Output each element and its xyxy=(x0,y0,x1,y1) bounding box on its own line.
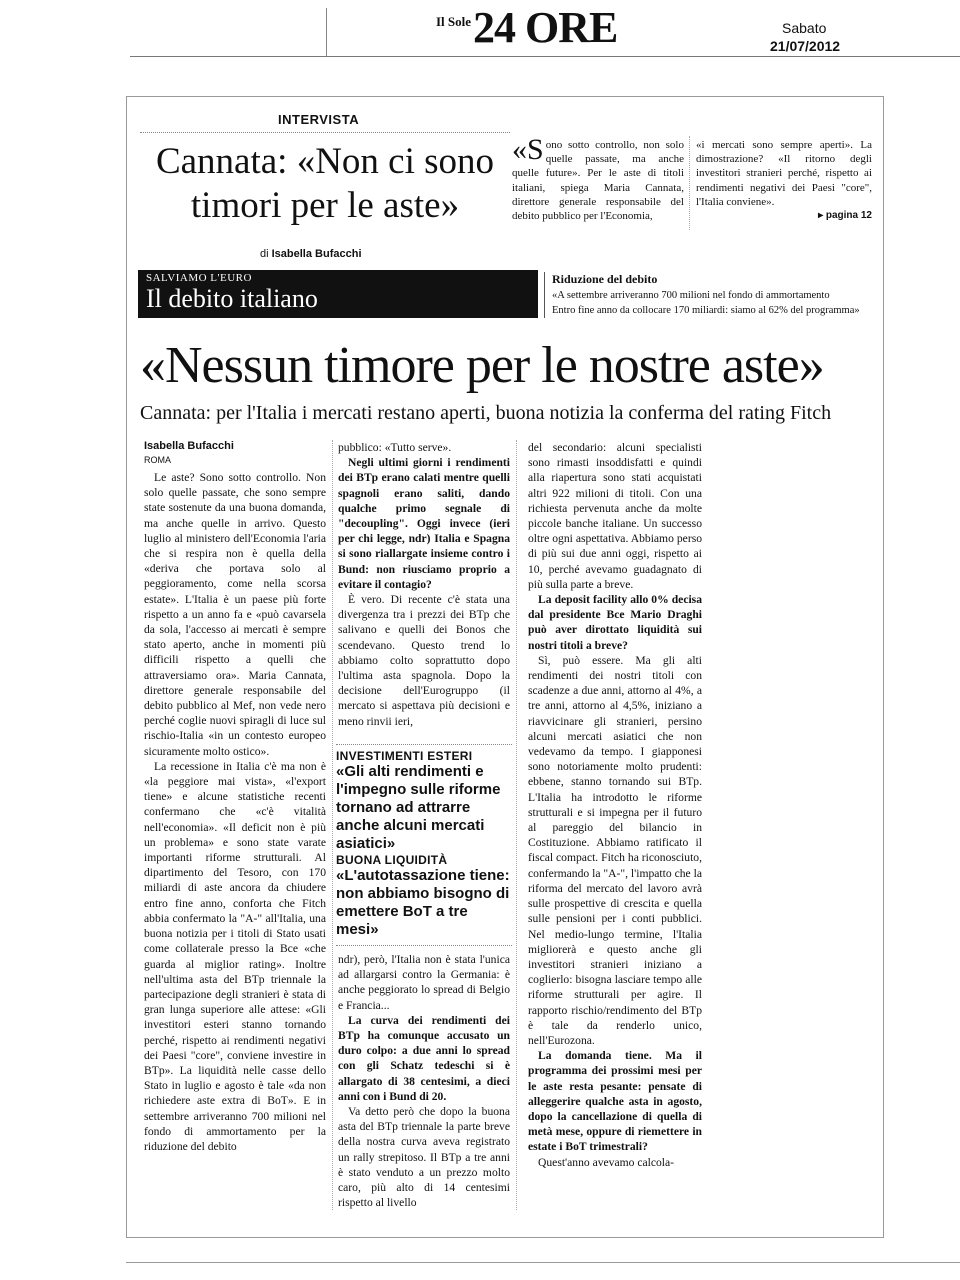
col2-answer-2: Va detto però che dopo la buona asta del BTp triennale la parte breve della nostra curva aveva registrato un rally strepitoso. Il BTp a tre anni è stato venduto a un prezzo molto caro, più alto di 14 centesimi rispetto al livello xyxy=(338,1105,510,1210)
col-sep-2 xyxy=(516,440,517,1210)
col2-question-2: La curva dei rendimenti dei BTp ha comunque accusato un duro colpo: a due anni lo spread con gli Schatz tedeschi si è allargato di 38 centesimi, a dieci anni con i Bund di 20. xyxy=(338,1013,510,1103)
teaser-byline-prefix: di xyxy=(260,248,269,260)
col1-paragraph-1: Le aste? Sono sotto controllo. Non solo quelle passate, che sono sempre state sostenute da una buona domanda, ma anche quelle in arrivo. Questo luglio al ministero dell'Economia l'aria che si respira non è quella della «deriva che portava solo al peggioramento, come nella scorsa estate». L'Italia è un paese più forte rispetto a un anno fa e «può cavarsela da sola, l'accesso ai mercati è sempre stato aperto, anche in momenti più difficili rispetto a quelli che attraversiamo ora». Maria Cannata, direttore generale responsabile del debito pubblico al Mef, non vede nero perché coglie nuovi spiragli di luce sul rischio-Italia «in un contesto europeo sicuramente molto ostico». xyxy=(144,471,326,758)
box-title: Riduzione del debito xyxy=(552,272,658,286)
teaser-col1-text: ono sotto controllo, non solo quelle passate, ma anche quelle future». Per le aste di titoli italiani, spiega Maria Cannata, direttore generale responsabile del debito pubblico per l'Economia, xyxy=(512,139,684,223)
teaser-page-ref: ▸ pagina 12 xyxy=(818,210,872,222)
col-sep-1 xyxy=(332,440,333,1210)
col2-question-1: Negli ultimi giorni i rendimenti dei BTp erano calati mentre quelli spagnoli erano saliti, dando qualche primo segnale di "decoupling". Oggi invece (ieri per chi legge, ndr) Italia e Spagna si sono riallargate insieme contro i Bund: non riusciamo proprio a evitare il contagio? xyxy=(338,456,510,591)
col2-answer-1-cont: ndr), però, l'Italia non è stata l'unica ad allargarsi contro la Germania: è anche peggiorato lo spread di Belgio e Francia... xyxy=(338,953,510,1012)
masthead-prefix: Il Sole xyxy=(436,14,472,29)
article-author: Isabella Bufacchi xyxy=(144,440,234,452)
teaser-col2-text: «i mercati sono sempre aperti». La dimostrazione? «Il ritorno degli investitori stranieri perché, rispetto ai rendimenti negativi dei Paesi "core", l'Italia conviene». xyxy=(696,139,872,208)
masthead-date: 21/07/2012 xyxy=(770,38,841,54)
col3-question-2: La domanda tiene. Ma il programma dei prossimi mesi per le aste resta pesante: pensate di alleggerire qualche asta in agosto, dopo la cancellazione di quella di metà mese, oppure di riemettere in estate i BoT trimestrali? xyxy=(528,1049,702,1154)
masthead-rule xyxy=(130,56,960,57)
article-title: «Nessun timore per le nostre aste» xyxy=(140,337,824,394)
teaser-headline: Cannata: «Non ci sono timori per le aste» xyxy=(155,141,495,226)
masthead-day: Sabato xyxy=(782,20,827,36)
article-col2 xyxy=(338,440,510,729)
article-col2-cont xyxy=(338,952,510,1210)
banner-title: Il debito italiano xyxy=(146,284,318,313)
teaser-col1 xyxy=(512,133,684,223)
inset-kicker-1: INVESTIMENTI ESTERI xyxy=(336,749,473,763)
col2-answer-1: È vero. Di recente c'è stata una divergenza tra i prezzi dei BTp che salivano e quelli dei Bonos che scendevano. Questo trend lo abbiamo colto soprattutto dopo l'ultima asta spagnola. Dopo la decisione dell'Eurogruppo (il mercato si aspettava più decisioni e meno rinvii ieri, xyxy=(338,593,510,728)
masthead-logo: 24 ORE xyxy=(473,3,618,52)
article-city: ROMA xyxy=(144,455,171,465)
col3-question-1: La deposit facility allo 0% decisa dal presidente Bce Mario Draghi può aver dirottato liquidità sui nostri titoli a breve? xyxy=(528,593,702,652)
col1-paragraph-2: La recessione in Italia c'è ma non è «la peggiore mai vista», «l'export tiene» e alcune statistiche recenti confermano che «c'è vitalità nell'economia». «Il deficit non è più un problema» e sono state varate importanti riforme strutturali. Al dipartimento del Tesoro, con 170 miliardi di aste ancora da chiudere entro fine anno, conforta che Fitch abbia confermato la "A-" all'Italia, una buona notizia per i titoli di Stato usati come collaterale presso la Bce «che guarda al miglior rating». Inoltre nell'ultima asta del BTp triennale la partecipazione degli stranieri è stata di gran lunga superiore alle attese: «Gli investitori esteri stanno tornando perché, rispetto ai rendimenti negativi dei Paesi "core", conviene investire in BTp». La liquidità nelle casse dello Stato in luglio e agosto è tale «da non richiedere aste extra di BoT». E in settembre arriveranno 700 milioni nel fondo di ammortamento per la riduzione del debito xyxy=(144,759,326,1153)
col3-answer-2: Quest'anno avevamo calcola- xyxy=(538,1155,675,1169)
section-banner xyxy=(138,270,538,318)
teaser-dropcap: «S xyxy=(512,133,544,166)
footer-rule xyxy=(126,1262,960,1263)
banner-kicker: SALVIAMO L'EURO xyxy=(146,272,252,284)
teaser-kicker-rule xyxy=(140,132,510,133)
col2-paragraph-0: pubblico: «Tutto serve». xyxy=(338,441,452,454)
teaser-byline xyxy=(260,248,362,260)
inset-box xyxy=(336,744,512,946)
teaser-col2 xyxy=(696,138,872,223)
teaser-kicker: INTERVISTA xyxy=(278,112,360,127)
col3-paragraph-0: del secondario: alcuni specialisti sono rimasti insoddisfatti e quindi alla riapertura sono stati acquistati altri 922 milioni di titoli. Con una richiesta pervenuta anche da molte piccole banche italiane. Un successo oltre ogni aspettativa. Abbiamo perso di più sui due anni oggi, rispetto ai 10, perché avevamo guadagnato di più sulla parte a breve. xyxy=(528,441,702,591)
inset-kicker-2: BUONA LIQUIDITÀ xyxy=(336,853,448,867)
article-col3 xyxy=(528,440,702,1170)
article-col1 xyxy=(144,470,326,1154)
box-line-2: Entro fine anno da collocare 170 miliardi: siamo al 62% del programma» xyxy=(552,305,860,316)
inset-quote-1: «Gli alti rendimenti e l'impegno sulle riforme tornano ad attrarre anche alcuni mercati asiatici» xyxy=(336,763,501,852)
masthead-divider xyxy=(326,8,327,56)
banner-box-sep xyxy=(544,272,545,318)
box-line-1: «A settembre arriveranno 700 milioni nel fondo di ammortamento xyxy=(552,290,830,301)
teaser-byline-author: Isabella Bufacchi xyxy=(271,248,362,260)
teaser-col-sep xyxy=(689,136,690,230)
col3-answer-1: Sì, può essere. Ma gli alti rendimenti dei nostri titoli con scadenze a due anni, attorno al 4%, a tre anni, attorno al 4,5%, iniziano a riavvicinare gli stranieri, persino alcuni mercati asiatici che non vedevamo da tempo. I giapponesi sono notoriamente molto prudenti: ebbene, stanno tornando sui BTp. L'Italia ha introdotto le riforme strutturali e si impegna per il futuro al pareggio del bilancio in Costituzione. Abbiamo ratificato il fiscal compact. Fitch ha riconosciuto, confermando la "A-", l'impatto che la riforma del mercato del lavoro avrà sulle prospettive di crescita e quella sulle pensioni per i conti pubblici. Nel medio-lungo termine, l'Italia migliorerà e questo anche gli investitori stranieri iniziano a coglierlo: bisogna lasciare tempo alle riforme strutturali per agire. Il rapporto rischio/rendimento del BTp è tale da renderlo unico, nell'Eurozona. xyxy=(528,653,702,1047)
article-subtitle: Cannata: per l'Italia i mercati restano aperti, buona notizia la conferma del rating Fitch xyxy=(140,402,832,424)
inset-quote-2: «L'autotassazione tiene: non abbiamo bisogno di emettere BoT a tre mesi» xyxy=(336,867,510,938)
